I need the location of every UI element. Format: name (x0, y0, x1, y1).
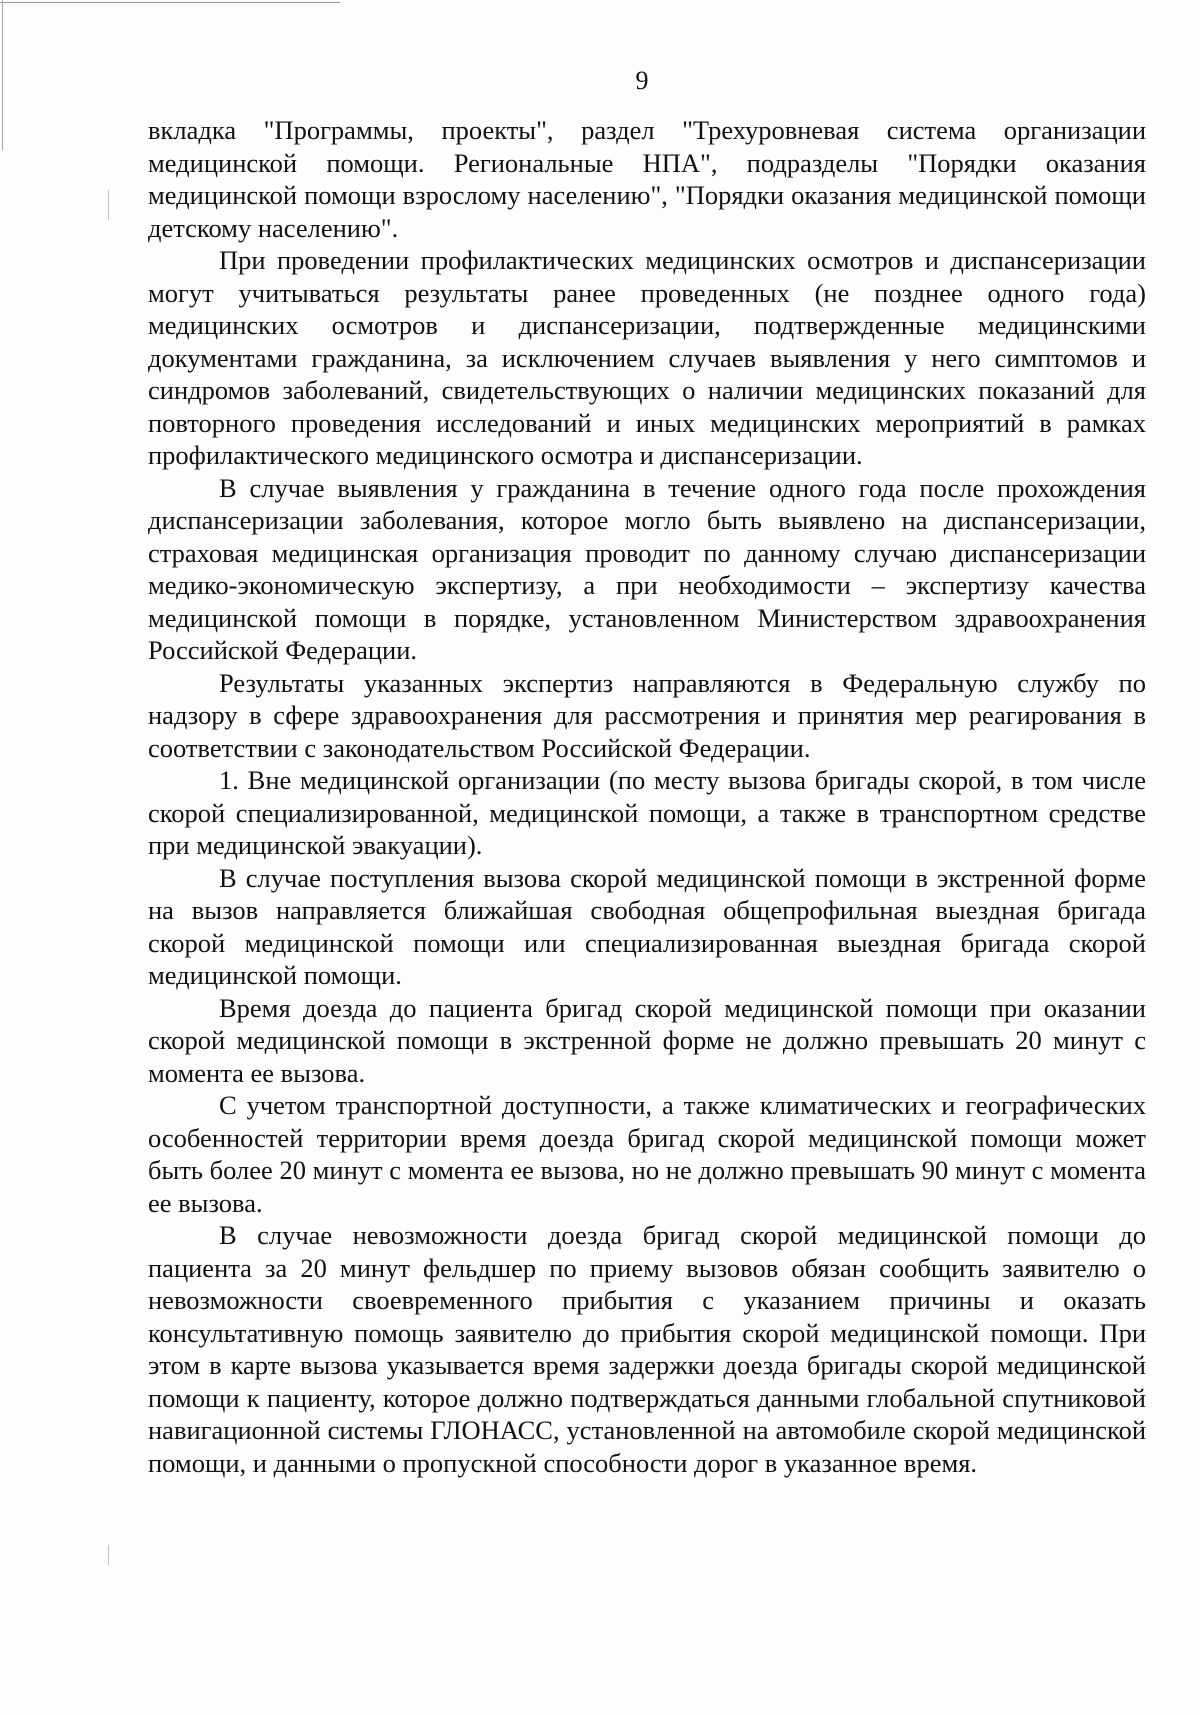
scan-edge-top (0, 2, 340, 3)
paragraph-emergency-call: В случае поступления вызова скорой медицинской помощи в экстренной форме на вызов направляется ближайшая свободная общепрофильная выездная бригада скорой медицинской помощи или специализированная выездная бригада скорой медицинской помощи. (148, 862, 1146, 990)
paragraph-item-1: 1. Вне медицинской организации (по месту вызова бригады скорой, в том числе скорой специализированной, медицинской помощи, а также в транспортном средстве при медицинской эвакуации). (148, 765, 1146, 860)
paragraph-continuation: вкладка "Программы, проекты", раздел "Трехуровневая система организации медицинской помощи. Региональные НПА", подразделы "Порядки оказания медицинской помощи взрослому населению", "Порядки оказания медицинской помощи детскому населению". (148, 115, 1146, 243)
paragraph-transport-accessibility: С учетом транспортной доступности, а также климатических и географических особенностей территории время доезда бригад скорой медицинской помощи может быть более 20 минут с момента ее вызова, но не должно превышать 90 минут с момента ее вызова. (148, 1090, 1146, 1218)
paragraph-delay: В случае невозможности доезда бригад скорой медицинской помощи до пациента за 20 минут фельдшер по приему вызовов обязан сообщить заявителю о невозможности своевременного прибытия с указанием причины и оказать консультативную помощь заявителю до прибытия скорой медицинской помощи. При этом в карте вызова указывается время задержки доезда бригады скорой медицинской помощи к пациенту, которое должно подтверждаться данными глобальной спутниковой навигационной системы ГЛОНАСС, установленной на автомобиле скорой медицинской помощи, и данными о пропускной способности дорог в указанное время. (148, 1220, 1146, 1478)
scan-mark (108, 1545, 109, 1565)
paragraph-arrival-time: Время доезда до пациента бригад скорой медицинской помощи при оказании скорой медицинской помощи в экстренной форме не должно превышать 20 минут с момента ее вызова. (148, 992, 1146, 1088)
paragraph-expertise-results: Результаты указанных экспертиз направляются в Федеральную службу по надзору в сфере здравоохранения для рассмотрения и принятия мер реагирования в соответствии с законодательством Российской Федерации. (148, 667, 1146, 763)
page-number: 9 (635, 66, 649, 95)
paragraph-previous-results: При проведении профилактических медицинских осмотров и диспансеризации могут учитываться результаты ранее проведенных (не позднее одного года) медицинских осмотров и диспансеризации, подтвержденные медицинскими документами гражданина, за исключением случаев выявления у него симптомов и синдромов заболеваний, свидетельствующих о наличии медицинских показаний для повторного проведения исследований и иных медицинских мероприятий в рамках профилактического медицинского осмотра и диспансеризации. (148, 245, 1146, 470)
paragraph-expertise: В случае выявления у гражданина в течение одного года после прохождения диспансеризации заболевания, которое могло быть выявлено на диспансеризации, страховая медицинская организация проводит по данному случаю диспансеризации медико-экономическую экспертизу, а при необходимости – экспертизу качества медицинской помощи в порядке, установленном Министерством здравоохранения Российской Федерации. (148, 472, 1146, 665)
document-body (148, 114, 1146, 1479)
scan-mark (108, 190, 109, 220)
